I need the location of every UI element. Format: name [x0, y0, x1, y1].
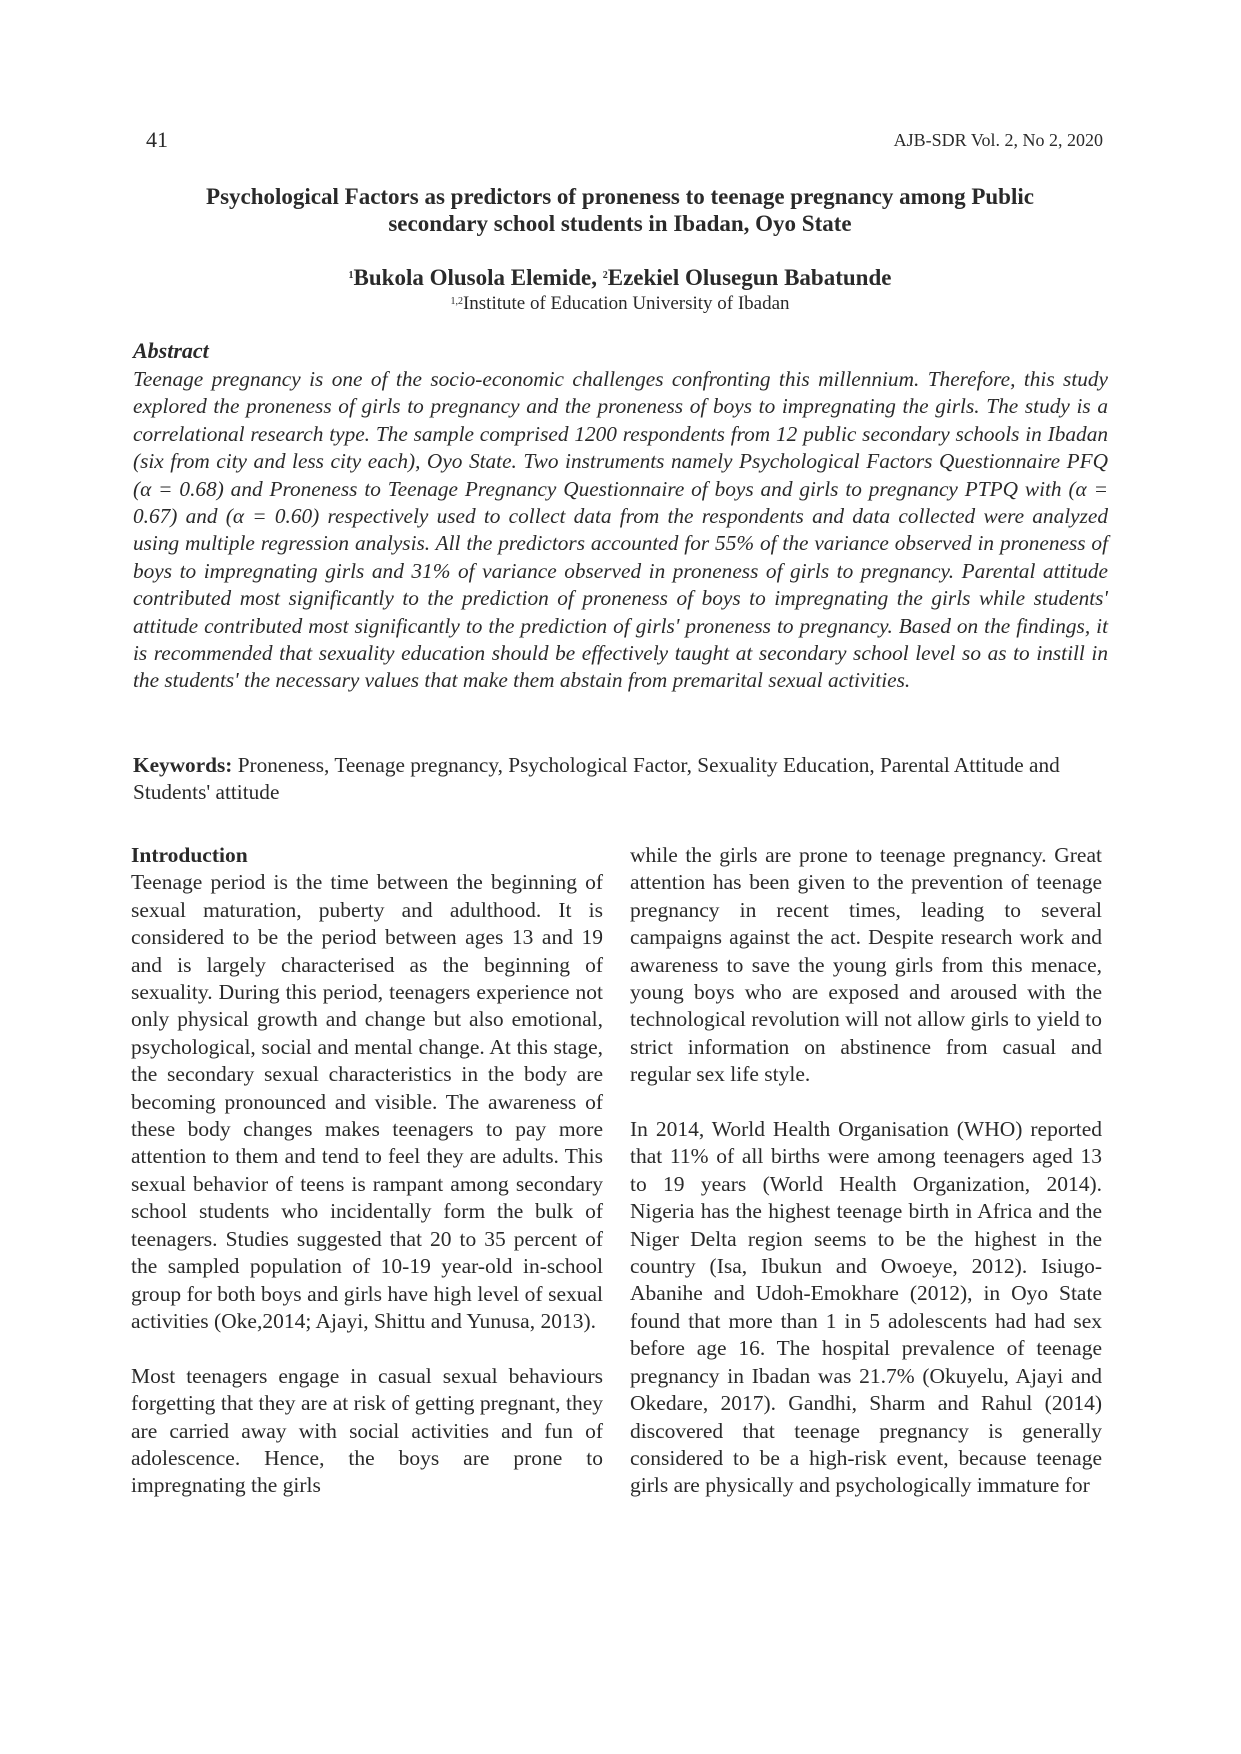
- abstract-body: Teenage pregnancy is one of the socio-economic challenges confronting this millennium. Therefore, this study explored the proneness of girls to pregnancy and the proneness of boys to impregnating the girls. The study is a correlational research type. The sample comprised 1200 respondents from 12 public secondary schools in Ibadan (six from city and less city each), Oyo State. Two instruments namely Psychological Factors Questionnaire PFQ (α = 0.68) and Proneness to Teenage Pregnancy Questionnaire of boys and girls to pregnancy PTPQ with (α = 0.67) and (α = 0.60) respectively used to collect data from the respondents and data collected were analyzed using multiple regression analysis. All the predictors accounted for 55% of the variance observed in proneness of boys to impregnating girls and 31% of variance observed in proneness of girls to pregnancy. Parental attitude contributed most significantly to the prediction of proneness of boys to impregnating the girls while students' attitude contributed most significantly to the prediction of girls' proneness to pregnancy. Based on the findings, it is recommended that sexuality education should be effectively taught at secondary school level so as to instill in the students' the necessary values that make them abstain from premarital sexual activities.: [133, 367, 1108, 693]
- affiliation-marker: 1,2: [450, 296, 463, 307]
- author-1-marker: 1: [348, 270, 354, 281]
- left-paragraph-2: Most teenagers engage in casual sexual behaviours forgetting that they are at risk of getting pregnant, they are carried away with social activities and fun of adolescence. Hence, the boys are prone to impregnating the girls: [131, 1363, 603, 1498]
- author-1-name: Bukola Olusola Elemide,: [353, 265, 603, 290]
- affiliation-text: Institute of Education University of Ibadan: [462, 293, 790, 314]
- journal-reference: AJB-SDR Vol. 2, No 2, 2020: [893, 130, 1103, 150]
- author-2-name: Ezekiel Olusegun Babatunde: [607, 265, 892, 290]
- abstract-heading: Abstract: [133, 338, 209, 363]
- keywords: [133, 752, 1108, 807]
- introduction-heading: Introduction: [131, 843, 248, 867]
- right-paragraph-1: while the girls are prone to teenage pregnancy. Great attention has been given to the prevention of teenage pregnancy in recent times, leading to several campaigns against the act. Despite research work and awareness to save the young girls from this menace, young boys who are exposed and aroused with the technological revolution will not allow girls to yield to strict information on abstinence from casual and regular sex life style.: [630, 843, 1102, 1087]
- keywords-label: Keywords:: [133, 753, 233, 777]
- author-list: [140, 265, 1100, 291]
- left-column: [131, 842, 603, 1500]
- paper-title: [140, 183, 1100, 237]
- right-paragraph-2: In 2014, World Health Organisation (WHO) reported that 11% of all births were among teenagers aged 13 to 19 years (World Health Organization, 2014). Nigeria has the highest teenage birth in Africa and the Niger Delta region seems to be the highest in the country (Isa, Ibukun and Owoeye, 2012). Isiugo-Abanihe and Udoh-Emokhare (2012), in Oyo State found that more than 1 in 5 adolescents had had sex before age 16. The hospital prevalence of teenage pregnancy in Ibadan was 21.7% (Okuyelu, Ajayi and Okedare, 2017). Gandhi, Sharm and Rahul (2014) discovered that teenage pregnancy is generally considered to be a high-risk event, because teenage girls are physically and psychologically immature for: [630, 1117, 1102, 1498]
- affiliation: [140, 293, 1100, 315]
- left-paragraph-1: Teenage period is the time between the beginning of sexual maturation, puberty and adulthood. It is considered to be the period between ages 13 and 19 and is largely characterised as the beginning of sexuality. During this period, teenagers experience not only physical growth and change but also emotional, psychological, social and mental change. At this stage, the secondary sexual characteristics in the body are becoming pronounced and visible. The awareness of these body changes makes teenagers to pay more attention to them and tend to feel they are adults. This sexual behavior of teens is rampant among secondary school students who incidentally form the bulk of teenagers. Studies suggested that 20 to 35 percent of the sampled population of 10-19 year-old in-school group for both boys and girls have high level of sexual activities (Oke,2014; Ajayi, Shittu and Yunusa, 2013).: [131, 870, 603, 1333]
- title-line-2: secondary school students in Ibadan, Oyo State: [388, 211, 852, 236]
- keywords-text: Proneness, Teenage pregnancy, Psychological Factor, Sexuality Education, Parental Attitude and Students' attitude: [133, 753, 1060, 805]
- author-2-marker: 2: [602, 270, 608, 281]
- right-column: [630, 842, 1102, 1500]
- page-number: 41: [146, 127, 168, 152]
- title-line-1: Psychological Factors as predictors of proneness to teenage pregnancy among Public: [206, 184, 1034, 209]
